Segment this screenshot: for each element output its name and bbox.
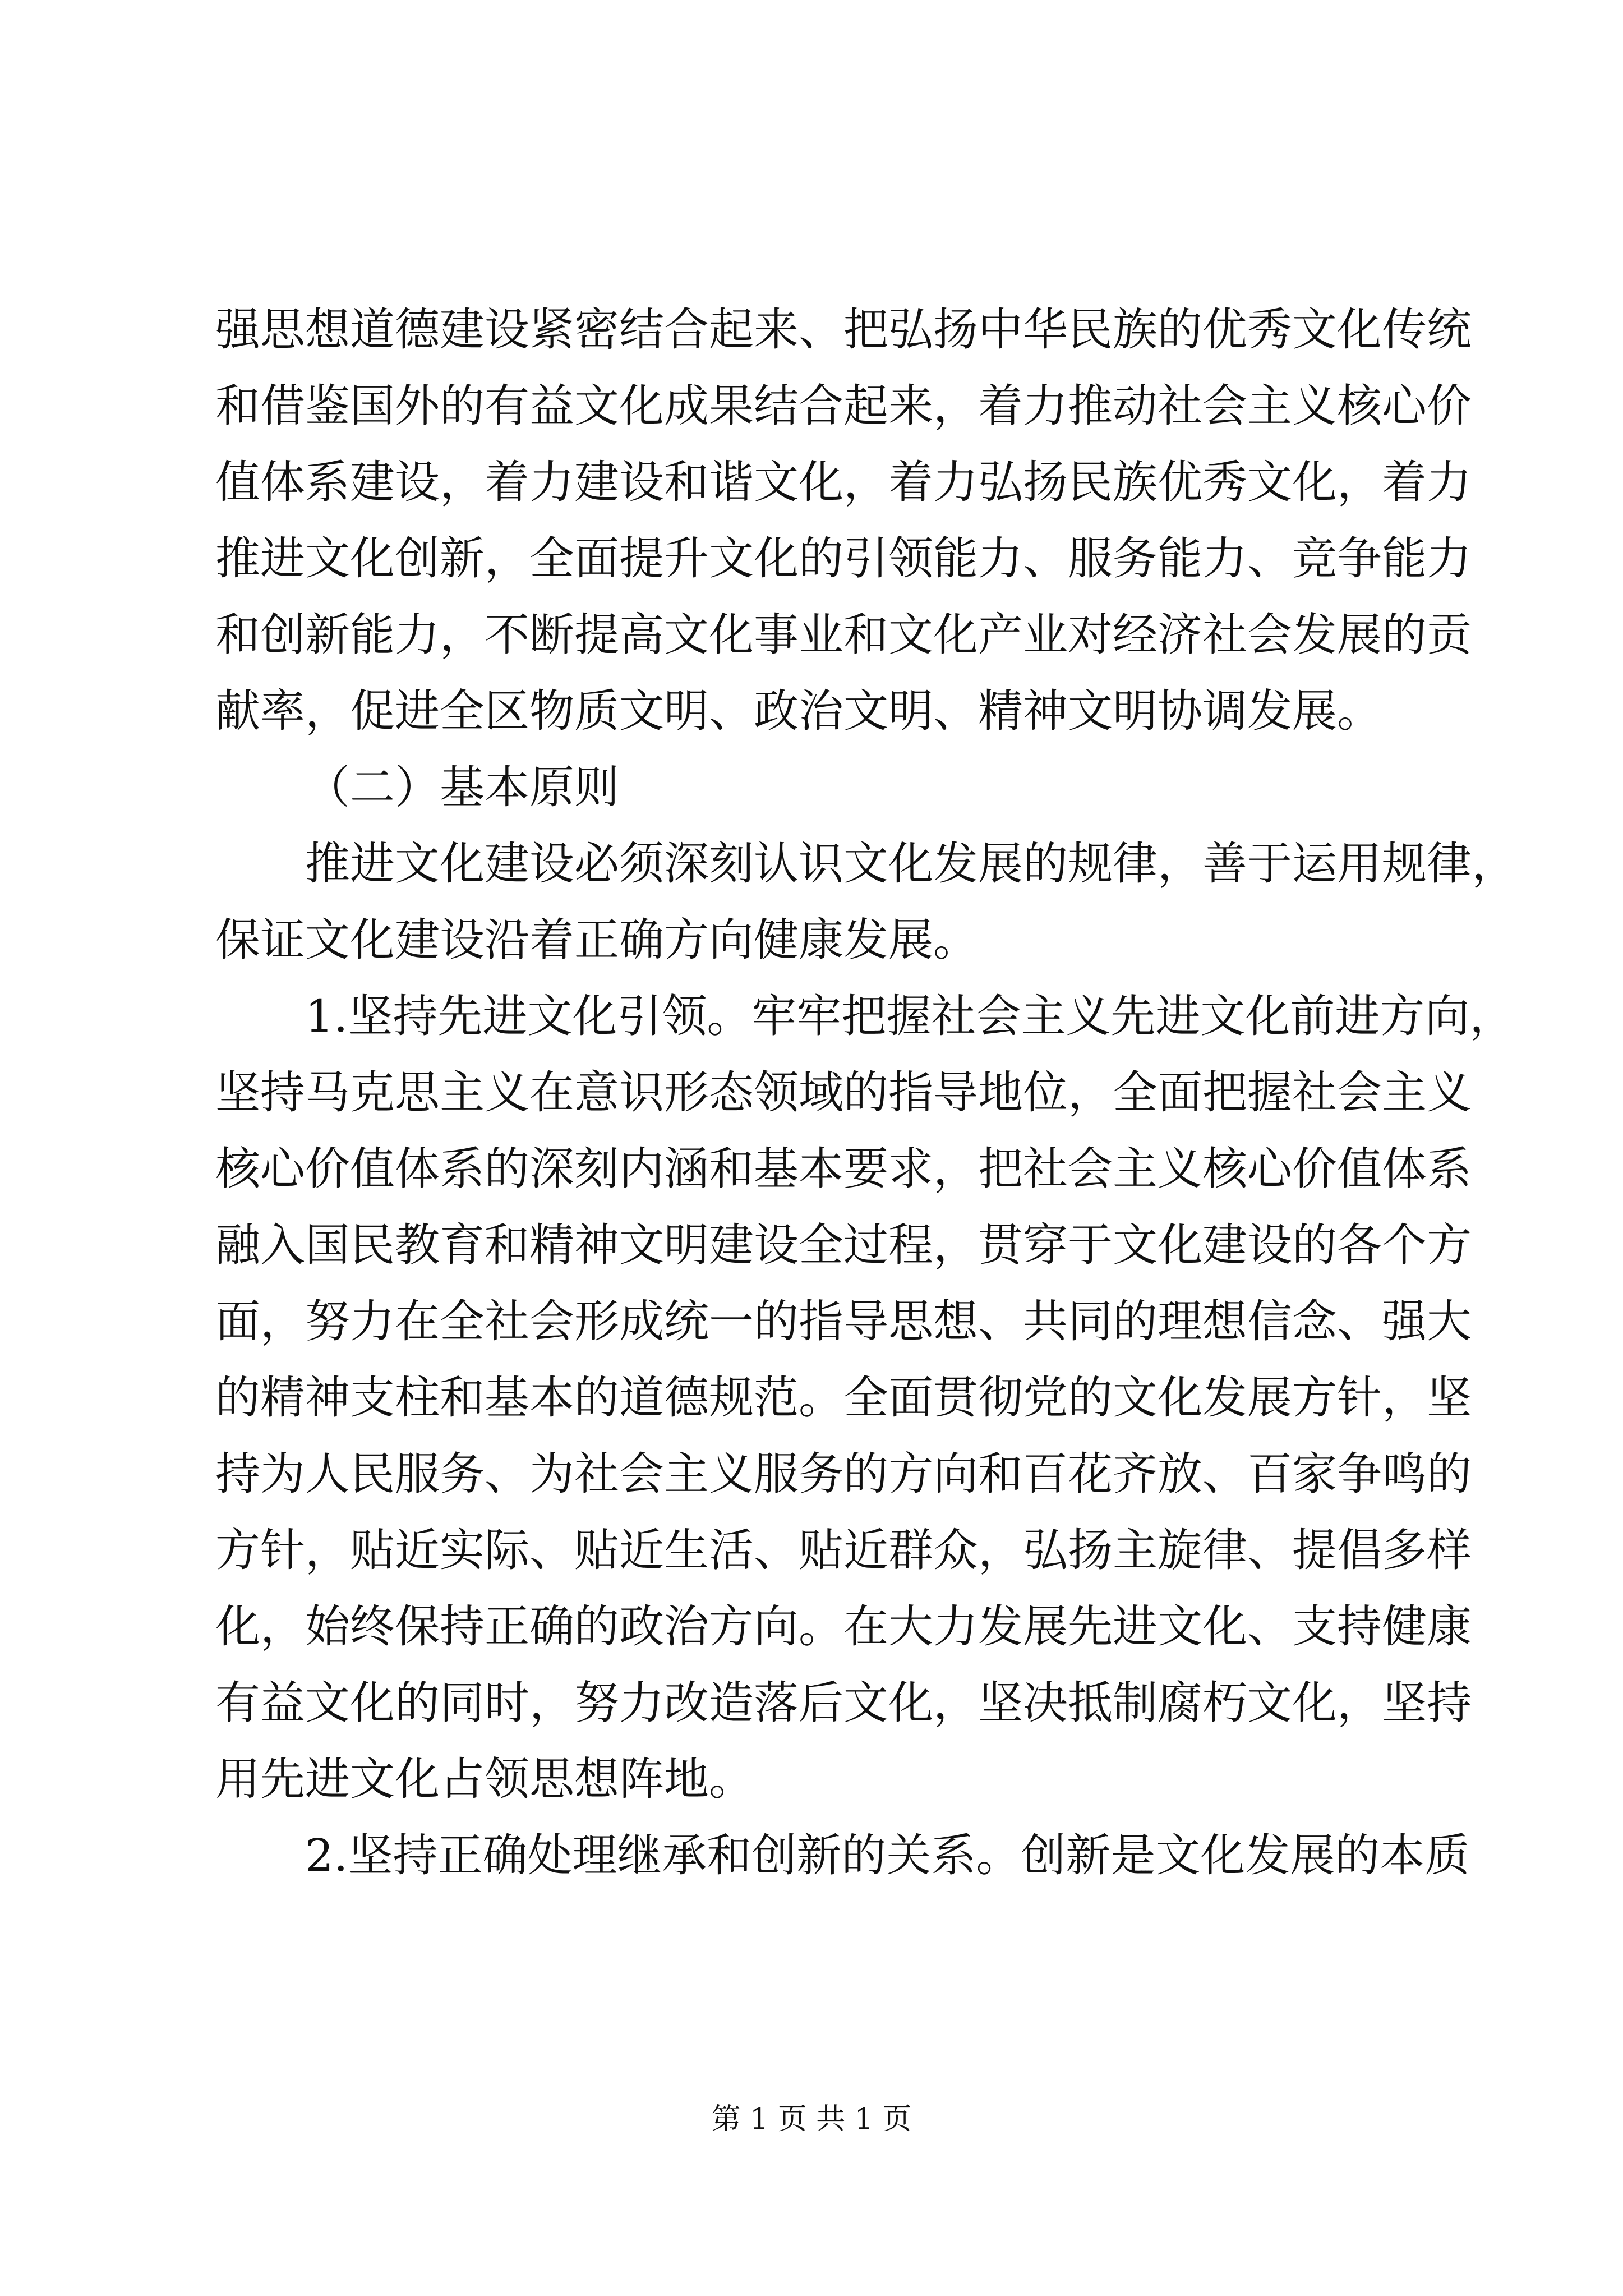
section-heading: （二）基本原则 [305, 761, 619, 813]
body-text-line: 推进文化创新，全面提升文化的引领能力、服务能力、竞争能力 [215, 532, 1472, 585]
body-text-line: 有益文化的同时，努力改造落后文化，坚决抵制腐朽文化，坚持 [215, 1677, 1472, 1729]
body-text-line: 用先进文化占领思想阵地。 [215, 1753, 754, 1805]
body-text-line: 坚持马克思主义在意识形态领域的指导地位，全面把握社会主义 [215, 1066, 1472, 1119]
body-text-line: 保证文化建设沿着正确方向健康发展。 [215, 914, 978, 966]
body-text-line: 献率，促进全区物质文明、政治文明、精神文明协调发展。 [215, 685, 1382, 737]
body-text-line: 融入国民教育和精神文明建设全过程，贯穿于文化建设的各个方 [215, 1219, 1472, 1271]
body-text-line: 持为人民服务、为社会主义服务的方向和百花齐放、百家争鸣的 [215, 1448, 1472, 1500]
body-text-line: 化，始终保持正确的政治方向。在大力发展先进文化、支持健康 [215, 1600, 1472, 1653]
body-text-line: 和借鉴国外的有益文化成果结合起来，着力推动社会主义核心价 [215, 380, 1472, 432]
body-text-line: 方针，贴近实际、贴近生活、贴近群众，弘扬主旋律、提倡多样 [215, 1524, 1472, 1576]
body-text-line: 和创新能力，不断提高文化事业和文化产业对经济社会发展的贡 [215, 609, 1472, 661]
body-text-line: 强思想道德建设紧密结合起来、把弘扬中华民族的优秀文化传统 [215, 303, 1472, 356]
paragraph-first-line: 1.坚持先进文化引领。牢牢把握社会主义先进文化前进方向， [305, 990, 1515, 1042]
body-text-line: 的精神支柱和基本的道德规范。全面贯彻党的文化发展方针，坚 [215, 1372, 1472, 1424]
paragraph-first-line: 2.坚持正确处理继承和创新的关系。创新是文化发展的本质 [305, 1829, 1470, 1881]
page-number-footer: 第 1 页 共 1 页 [711, 2102, 912, 2136]
body-text-line: 面，努力在全社会形成统一的指导思想、共同的理想信念、强大 [215, 1295, 1472, 1347]
body-text-line: 值体系建设，着力建设和谐文化，着力弘扬民族优秀文化，着力 [215, 456, 1472, 508]
body-text-line: 核心价值体系的深刻内涵和基本要求，把社会主义核心价值体系 [215, 1143, 1472, 1195]
paragraph-first-line: 推进文化建设必须深刻认识文化发展的规律，善于运用规律， [305, 838, 1516, 890]
